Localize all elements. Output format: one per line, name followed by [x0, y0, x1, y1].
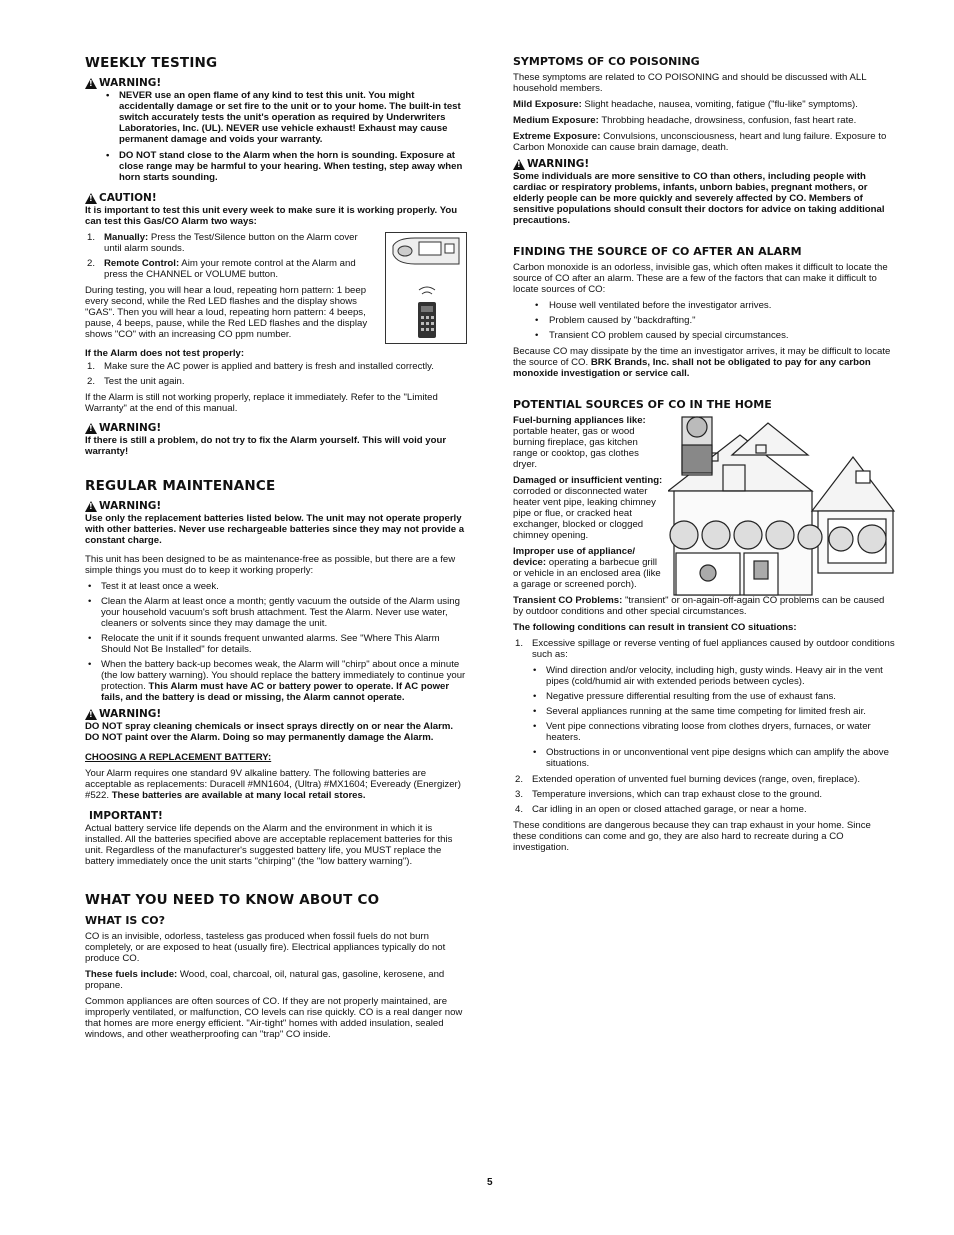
- common-appliances-text: Common appliances are often sources of CO. If they are not properly maintained, are improperly ventilated, or malfunction, CO levels can rise quickly. CO is a real danger now that homes are more energy efficient. "Air-tight" homes with added insulation, sealed windows, and other weatherproofing can "trap" CO inside.: [85, 996, 463, 1040]
- list-item: 2. Extended operation of unvented fuel burning devices (range, oven, fireplace).: [515, 774, 861, 785]
- list-item: • House well ventilated before the investigator arrives.: [513, 300, 896, 311]
- sub-list: [530, 665, 896, 769]
- warning-text: Some individuals are more sensitive to CO than others, including people with cardiac or respiratory problems, infants, unborn babies, pregnant mothers, or elderly people can be more quickly and severely affected by CO. Members of sensitive populations should consult their doctors for advice on taking additional precautions.: [513, 171, 885, 226]
- list-item: • DO NOT stand close to the Alarm when the horn is sounding. Exposure at close range may be harmful to your hearing. When testing, step away when horn starts sounding.: [103, 150, 467, 183]
- list-item: • Wind direction and/or velocity, including high, gusty winds. Heavy air in the vent pipes (cold/humid air with extended periods between cycles).: [530, 665, 896, 687]
- list-item: • Clean the Alarm at least once a month; gently vacuum the outside of the Alarm using your household vacuum's soft brush attachment. Test the Alarm. Never use water, cleaners or solvents since they may damage the unit.: [85, 596, 467, 629]
- caution-text: It is important to test this unit every week to make sure it is working properly. You can test this Gas/CO Alarm two ways:: [85, 205, 458, 227]
- mild-exposure: Mild Exposure: Slight headache, nausea, vomiting, fatigue ("flu-like" symptoms).: [513, 99, 858, 110]
- section-title-co: WHAT YOU NEED TO KNOW ABOUT CO: [85, 892, 380, 908]
- important-heading: IMPORTANT!: [89, 810, 163, 822]
- warning-triangle-icon: [85, 709, 97, 720]
- list-item: • Negative pressure differential resulting from the use of exhaust fans.: [530, 691, 896, 702]
- transient-conditions: [513, 638, 896, 815]
- testing-description: During testing, you will hear a loud, repeating horn pattern: 1 beep every second, while the Red LED flashes and the display shows "GAS". Then you will hear a loud, repeating horn pattern: 4 beeps, pause, 4 beeps, pause, while the Red LED flashes and the display shows "CO" with an increasing CO ppm number.: [85, 285, 368, 340]
- list-item: 4. Car idling in an open or closed attached garage, or near a home.: [515, 804, 807, 815]
- list-item: • Problem caused by "backdrafting.": [513, 315, 896, 326]
- section-title-weekly-testing: WEEKLY TESTING: [85, 55, 218, 71]
- warning-triangle-icon: [85, 193, 97, 204]
- warning-text: Use only the replacement batteries listed below. The unit may not operate properly with other batteries. Never use rechargeable batteries since they may not provide a constant charge.: [85, 513, 465, 546]
- warning-text: DO NOT spray cleaning chemicals or insect sprays directly on or near the Alarm. DO NOT paint over the Alarm. Doing so may permanently damage the Alarm.: [85, 721, 454, 743]
- choosing-battery-text: Your Alarm requires one standard 9V alkaline battery. The following batteries are acceptable as replacements: Duracell #MN1604, (Ultra) #MX1604; Eveready (Energizer) #522. These batteries are available at many local retail stores.: [85, 768, 461, 801]
- symptoms-intro: These symptoms are related to CO POISONING and should be discussed with ALL household members.: [513, 72, 867, 94]
- maintenance-list: [85, 581, 467, 703]
- list-item: • Relocate the unit if it sounds frequent unwanted alarms. See "Where This Alarm Should Not Be Installed" for details.: [85, 633, 467, 655]
- list-item: 1. Make sure the AC power is applied and battery is fresh and installed correctly.: [87, 361, 434, 372]
- list-item: • Several appliances running at the same time competing for limited fresh air.: [530, 706, 896, 717]
- finding-intro: Carbon monoxide is an odorless, invisible gas, which often makes it difficult to locate the source of CO after an alarm. These are a few of the factors that can make it difficult to locate sources of CO:: [513, 262, 888, 295]
- warning-heading: ! WARNING!: [85, 500, 467, 512]
- house-illustration: [668, 415, 898, 601]
- list-item: 2. Test the unit again.: [87, 376, 185, 387]
- important-text: Actual battery service life depends on the Alarm and the environment in which it is installed. All the batteries specified above are acceptable replacement batteries for this unit. Regardless of the manufacturer's suggested battery life, you MUST replace the battery immediately once the unit starts "chirping" (the "low battery warning").: [85, 823, 453, 867]
- warning-triangle-icon: [85, 78, 97, 89]
- list-item: • When the battery back-up becomes weak, the Alarm will "chirp" about once a minute (the low battery warning). You should replace the battery immediately to continue your protection. This Alarm must have AC or battery power to operate. If AC power fails, and the battery is dead or missing, the Alarm cannot operate.: [85, 659, 467, 703]
- what-is-co-text: CO is an invisible, odorless, tasteless gas produced when fossil fuels do not burn completely, or are exposed to heat (usually fire). Electrical appliances typically do not produce CO.: [85, 931, 446, 964]
- choosing-battery-heading: CHOOSING A REPLACEMENT BATTERY:: [85, 752, 272, 763]
- warning-text: If there is still a problem, do not try to fix the Alarm yourself. This will void your warranty!: [85, 435, 447, 457]
- warning-heading: ! WARNING!: [85, 708, 467, 720]
- fuel-burning-text: Fuel-burning appliances like: portable heater, gas or wood burning fireplace, gas kitchen range or cooktop, gas clothes dryer.: [513, 415, 646, 470]
- section-title-regular-maintenance: REGULAR MAINTENANCE: [85, 478, 276, 494]
- list-item: 2. Remote Control: Aim your remote control at the Alarm and press the CHANNEL or VOLUME button.: [87, 258, 356, 280]
- sources-left-text: [513, 415, 663, 590]
- right-column: [513, 55, 896, 858]
- extreme-exposure: Extreme Exposure: Convulsions, unconsciousness, heart and lung failure. Exposure to Carbon Monoxide can cause brain damage, death.: [513, 131, 887, 153]
- what-is-co-heading: WHAT IS CO?: [85, 914, 165, 927]
- not-test-heading: If the Alarm does not test properly:: [85, 348, 245, 359]
- warning-heading: ! WARNING!: [513, 158, 896, 170]
- list-item: • NEVER use an open flame of any kind to test this unit. You might accidentally damage or set fire to the unit or to your home. The built-in test switch accurately tests the unit's operation as required by Underwriters Laboratories, Inc. (UL). NEVER use vehicle exhaust! Exhaust may cause permanent damage and voids your warranty.: [103, 90, 467, 145]
- warning-triangle-icon: [85, 423, 97, 434]
- not-test-steps: [85, 361, 467, 387]
- list-item: • Obstructions in or unconventional vent pipe designs which can amplify the above situations.: [530, 747, 896, 769]
- maintenance-intro: This unit has been designed to be as maintenance-free as possible, but there are a few simple things you must do to keep it working properly:: [85, 554, 456, 576]
- section-title-symptoms: SYMPTOMS OF CO POISONING: [513, 55, 700, 68]
- test-steps-block: [85, 232, 467, 340]
- list-item: • Transient CO problem caused by special circumstances.: [513, 330, 896, 341]
- left-column: [85, 55, 467, 1045]
- list-item: • Test it at least once a week.: [85, 581, 467, 592]
- sources-block: [513, 415, 896, 590]
- damaged-venting-text: Damaged or insufficient venting: corroded or disconnected water heater vent pipe, leaking chimney pipe or flue, or cracked heat exchanger, blocked or clogged chimney opening.: [513, 475, 663, 541]
- transient-text: Transient CO Problems: "transient" or on-again-off-again CO problems can be caused by outdoor conditions and other special circumstances.: [513, 595, 885, 617]
- warning-list: [85, 90, 467, 183]
- list-item: 1. Manually: Press the Test/Silence button on the Alarm cover until alarm sounds.: [87, 232, 358, 254]
- section-title-finding-source: FINDING THE SOURCE OF CO AFTER AN ALARM: [513, 245, 802, 258]
- medium-exposure: Medium Exposure: Throbbing headache, drowsiness, confusion, fast heart rate.: [513, 115, 857, 126]
- list-item: 3. Temperature inversions, which can trap exhaust close to the ground.: [515, 789, 823, 800]
- page-number: 5: [487, 1177, 493, 1188]
- sources-closing: These conditions are dangerous because they can trap exhaust in your home. Since these conditions can come and go, they are also hard to recreate during a CO investigation.: [513, 820, 871, 853]
- fuels-text: These fuels include: Wood, coal, charcoal, oil, natural gas, gasoline, kerosene, and propane.: [85, 969, 445, 991]
- finding-closing: Because CO may dissipate by the time an investigator arrives, it may be difficult to locate the source of CO. BRK Brands, Inc. shall not be obligated to pay for any carbon monoxide investigation or service call.: [513, 346, 891, 379]
- improper-use-text: Improper use of appliance/ device: operating a barbecue grill or vehicle in an enclosed area (like a garage or screened porch).: [513, 546, 661, 590]
- list-item: • Vent pipe connections vibrating loose from clothes dryers, furnaces, or water heaters.: [530, 721, 896, 743]
- caution-heading: ! CAUTION!: [85, 192, 467, 204]
- warning-heading: ! WARNING!: [85, 422, 467, 434]
- finding-list: [513, 300, 896, 341]
- list-item: 1. Excessive spillage or reverse venting of fuel appliances caused by outdoor conditions such as: • Wind direction and/or velocity, including high, gusty winds. Heavy air in the vent pipes (cold/humid air with extended periods between cycles). • Negative pressure differential resulting from the use of exhaust fans. • Several appliances running at the same time competing for limited fresh air. • Vent pipe connections vibrating loose from clothes dryers, furnaces, or water heaters. • Obstructions in or unconventional vent pipe designs which can amplify the above situations.: [513, 638, 896, 769]
- following-heading: The following conditions can result in transient CO situations:: [513, 622, 797, 633]
- warning-heading: ! WARNING!: [85, 77, 467, 89]
- warning-triangle-icon: [85, 501, 97, 512]
- alarm-remote-illustration: [385, 232, 467, 344]
- warning-triangle-icon: [513, 159, 525, 170]
- section-title-potential-sources: POTENTIAL SOURCES OF CO IN THE HOME: [513, 398, 772, 411]
- test-steps: [85, 232, 375, 280]
- still-not-working-text: If the Alarm is still not working properly, replace it immediately. Refer to the "Limited Warranty" at the end of this manual.: [85, 392, 438, 414]
